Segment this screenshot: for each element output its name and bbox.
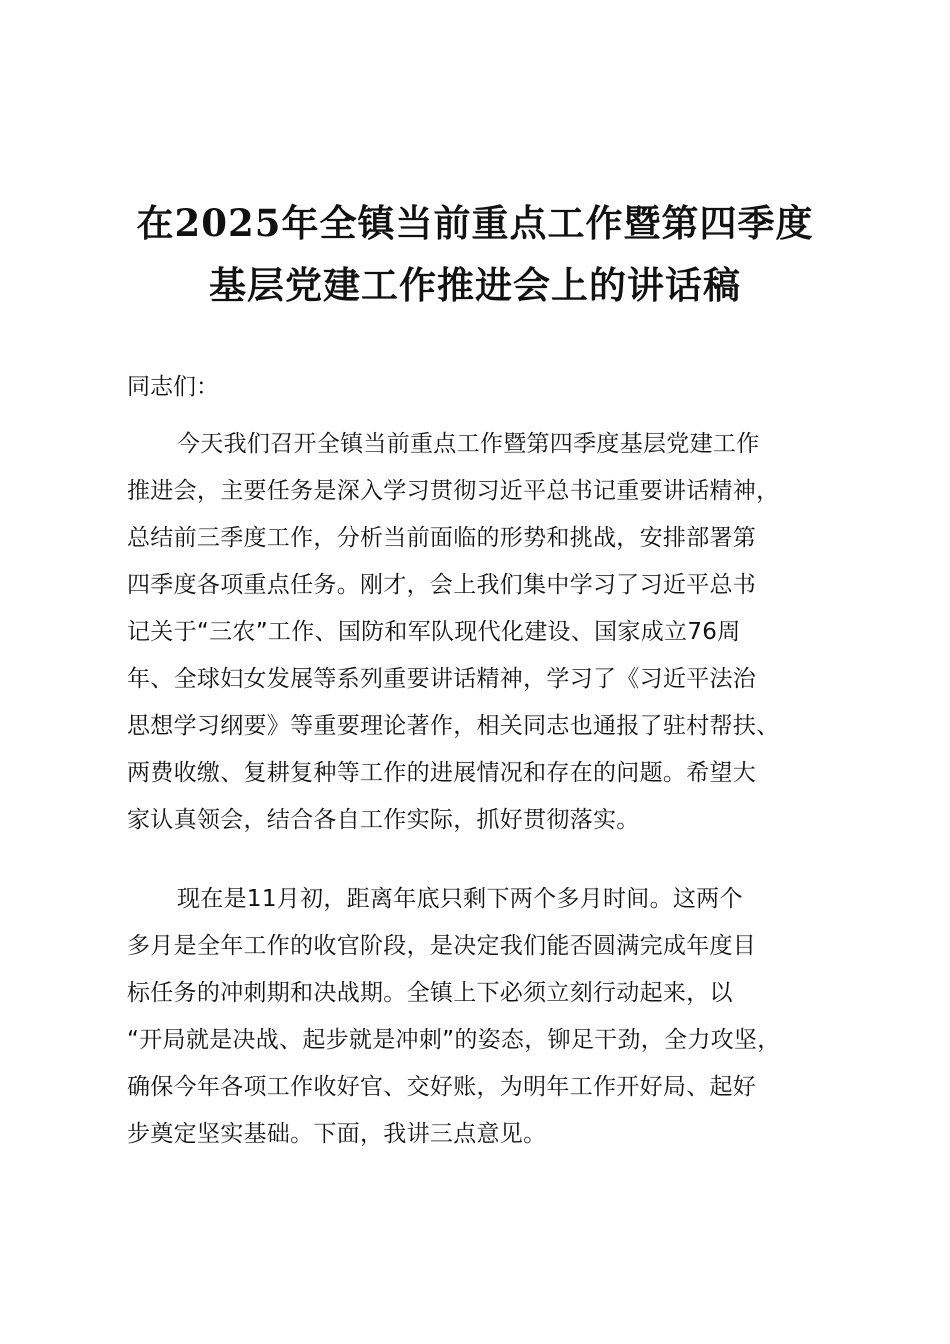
paragraph-line: 标任务的冲刺期和决战期。全镇上下必须立刻行动起来，以 [127,980,733,1006]
paragraph-current-situation [127,876,835,1158]
paragraph-line: 推进会，主要任务是深入学习贯彻习近平总书记重要讲话精神， [127,478,780,504]
greeting: 同志们： [127,374,219,400]
title-line: 在2025年全镇当前重点工作暨第四季度 [136,201,814,245]
title-line: 基层党建工作推进会上的讲话稿 [209,263,741,307]
paragraph-opening [127,421,835,844]
paragraph-line: 步奠定坚实基础。下面，我讲三点意见。 [127,1121,547,1147]
paragraph-line: 年、全球妇女发展等系列重要讲话精神，学习了《习近平法治 [127,666,757,692]
paragraph-line: 现在是11月初，距离年底只剩下两个多月时间。这两个 [177,886,743,912]
paragraph-line: 四季度各项重点任务。刚才，会上我们集中学习了习近平总书 [127,572,757,598]
paragraph-line: 思想学习纲要》等重要理论著作，相关同志也通报了驻村帮扶、 [127,713,780,739]
paragraph-line: 确保今年各项工作收好官、交好账，为明年工作开好局、起好 [127,1074,757,1100]
paragraph-line: “开局就是决战、起步就是冲刺”的姿态，铆足干劲，全力攻坚， [127,1027,781,1053]
paragraph-line: 记关于“三农”工作、国防和军队现代化建设、国家成立76周 [127,619,741,645]
document-title [60,192,890,316]
paragraph-line: 家认真领会，结合各自工作实际，抓好贯彻落实。 [127,807,640,833]
paragraph-line: 多月是全年工作的收官阶段，是决定我们能否圆满完成年度目 [127,933,757,959]
paragraph-line: 今天我们召开全镇当前重点工作暨第四季度基层党建工作 [177,431,760,457]
paragraph-line: 两费收缴、复耕复种等工作的进展情况和存在的问题。希望大 [127,760,757,786]
paragraph-line: 总结前三季度工作，分析当前面临的形势和挑战，安排部署第 [127,525,757,551]
